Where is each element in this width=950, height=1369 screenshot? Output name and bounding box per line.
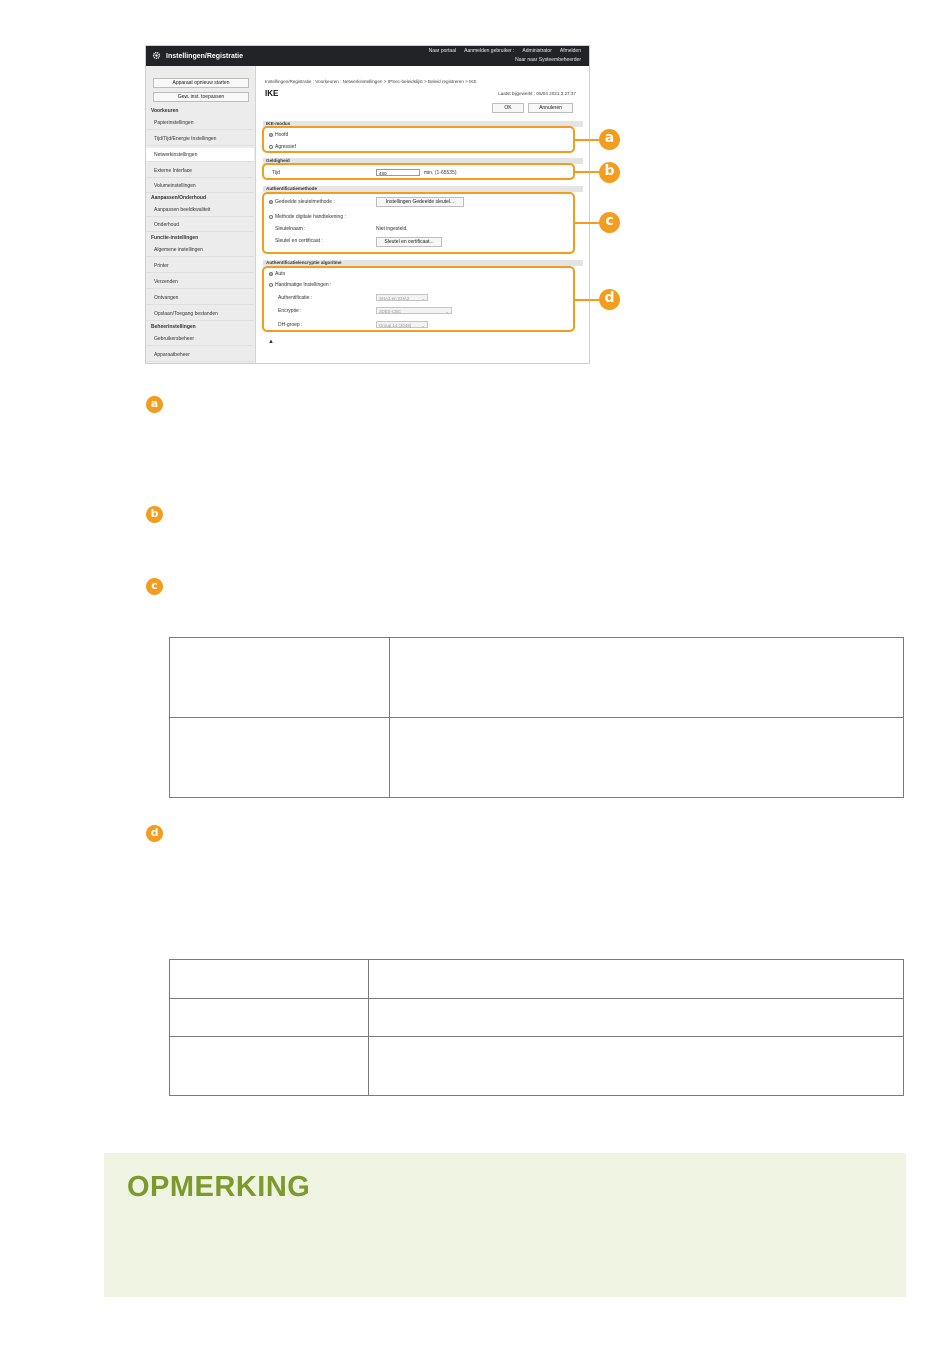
enc-select: 3DES-CBC ⌄ bbox=[376, 307, 452, 314]
scroll-top-icon[interactable]: ▲ bbox=[268, 339, 274, 345]
sidebar-item-netwerk[interactable]: Netwerkinstellingen bbox=[146, 148, 254, 162]
marker-b: b bbox=[146, 506, 163, 523]
restart-device-button[interactable]: Apparaat opnieuw starten bbox=[153, 78, 249, 88]
table-algorithm bbox=[169, 959, 904, 1096]
sidebar-item-externe-interface[interactable]: Externe Interface bbox=[146, 164, 254, 178]
chevron-down-icon: ⌄ bbox=[421, 323, 425, 328]
table-row-divider bbox=[170, 1036, 903, 1037]
sidebar-item-apparaatbeheer[interactable]: Apparaatbeheer bbox=[146, 348, 254, 362]
mode-aggressive-option[interactable]: Agressief bbox=[269, 144, 296, 150]
cancel-button[interactable]: Annuleren bbox=[528, 103, 573, 113]
sidebar-item-tijd-energie[interactable]: Tijd/Tijd/Energie Instellingen bbox=[146, 132, 254, 146]
psk-option[interactable]: Gedeelde sleutelmethode : bbox=[269, 199, 335, 205]
note-box bbox=[104, 1153, 906, 1297]
sidebar-item-opslaan[interactable]: Opslaan/Toegang bestanden bbox=[146, 307, 254, 321]
section-auth-enc: Authentificatie/encryptie algoritme bbox=[263, 260, 583, 266]
callout-line-d bbox=[575, 299, 599, 301]
validity-input[interactable]: 480 bbox=[376, 169, 420, 176]
validity-label: Tijd bbox=[272, 170, 280, 176]
sidebar-heading-voorkeuren: Voorkeuren bbox=[151, 108, 179, 114]
key-name-value: Niet ingesteld. bbox=[376, 226, 408, 232]
marker-d: d bbox=[146, 825, 163, 842]
callout-badge-c: c bbox=[599, 212, 620, 233]
callout-line-a bbox=[575, 139, 599, 141]
page-title: IKE bbox=[265, 89, 279, 98]
chevron-down-icon: ⌄ bbox=[421, 296, 425, 301]
callout-badge-d: d bbox=[599, 289, 620, 310]
chevron-down-icon: ⌄ bbox=[445, 309, 449, 314]
key-cert-label: Sleutel en certificaat : bbox=[275, 238, 323, 244]
callout-box-a bbox=[262, 126, 575, 153]
sidebar-item-beeldkwaliteit[interactable]: Aanpassen beeldkwaliteit bbox=[146, 203, 254, 217]
validity-unit: min. (1-65535) bbox=[424, 170, 457, 176]
table-col-label bbox=[170, 960, 369, 1095]
key-name-label: Sleutelnaam : bbox=[275, 226, 306, 232]
sidebar-item-algemeen[interactable]: Algemene instellingen bbox=[146, 243, 254, 257]
logout-link[interactable]: Afmelden bbox=[559, 48, 581, 54]
callout-line-c bbox=[575, 222, 599, 224]
ok-button[interactable]: OK bbox=[492, 103, 524, 113]
section-ike-mode: IKE-modus bbox=[263, 121, 583, 127]
enc-label: Encryptie : bbox=[278, 308, 302, 314]
sidebar bbox=[146, 66, 256, 363]
app-title: Instellingen/Registratie bbox=[166, 53, 244, 60]
callout-badge-b: b bbox=[599, 162, 620, 183]
breadcrumb: Instellingen/Registratie : Voorkeuren : Netwerkinstellingen > IPSec-beleidslijst > Beleid registreren > IKE bbox=[265, 79, 477, 84]
marker-c: c bbox=[146, 578, 163, 595]
login-user-label: Aanmelden gebruiker : bbox=[464, 48, 515, 54]
callout-box-d bbox=[262, 266, 575, 332]
sysmon-link[interactable]: Naar naar Systeembeheerder bbox=[515, 57, 581, 63]
callout-box-b bbox=[262, 163, 575, 180]
top-bar bbox=[146, 46, 589, 66]
callout-badge-a: a bbox=[599, 129, 620, 150]
apply-settings-button[interactable]: Gew. inst. toepassen bbox=[153, 92, 249, 102]
sidebar-item-ontvangen[interactable]: Ontvangen bbox=[146, 291, 254, 305]
sidebar-heading-onderhoud: Aanpassen/Onderhoud bbox=[151, 195, 207, 201]
section-validity: Geldigheid bbox=[263, 158, 583, 164]
dh-label: DH-groep : bbox=[278, 322, 303, 328]
sidebar-heading-functie: Functie-instellingen bbox=[151, 235, 199, 241]
marker-a: a bbox=[146, 396, 163, 413]
portal-link[interactable]: Naar portaal bbox=[428, 48, 457, 54]
dh-select: Group 14 (2048) ⌄ bbox=[376, 321, 428, 328]
table-row-divider bbox=[170, 998, 903, 999]
user-name: Administrator bbox=[522, 48, 552, 54]
auth-label: Authentificatie : bbox=[278, 295, 313, 301]
table-auth-method bbox=[169, 637, 904, 798]
manual-option[interactable]: Handmatige Instellingen : bbox=[269, 282, 331, 288]
callout-line-b bbox=[575, 171, 599, 173]
table-row-divider bbox=[170, 717, 903, 718]
last-updated: Laatst bijgewerkt : 05/04 2021 3:27:37 bbox=[498, 91, 576, 96]
auth-select: SHA1 en SHA2 ⌄ bbox=[376, 294, 428, 301]
psk-settings-button[interactable]: Instellingen Gedeelde sleutel... bbox=[376, 197, 464, 207]
gear-icon bbox=[152, 51, 161, 60]
signature-option[interactable]: Methode digitale handtekening : bbox=[269, 214, 346, 220]
section-auth-method: Authentificatiemethode bbox=[263, 186, 583, 192]
sidebar-item-printer[interactable]: Printer bbox=[146, 259, 254, 273]
auto-option[interactable]: Auto bbox=[269, 271, 285, 277]
note-title: OPMERKING bbox=[127, 1171, 311, 1203]
sidebar-item-volume[interactable]: Volumeinstellingen bbox=[146, 179, 254, 193]
key-cert-button[interactable]: Sleutel en certificaat... bbox=[376, 237, 442, 247]
mode-main-option[interactable]: Hoofd bbox=[269, 132, 288, 138]
callout-box-c bbox=[262, 192, 575, 254]
sidebar-item-gebruikersbeheer[interactable]: Gebruikersbeheer bbox=[146, 332, 254, 346]
sidebar-heading-beheer: Beheerinstellingen bbox=[151, 324, 196, 330]
sidebar-item-onderhoud[interactable]: Onderhoud bbox=[146, 218, 254, 232]
sidebar-item-papier[interactable]: Papierinstellingen bbox=[146, 116, 254, 130]
sidebar-item-verzenden[interactable]: Verzenden bbox=[146, 275, 254, 289]
